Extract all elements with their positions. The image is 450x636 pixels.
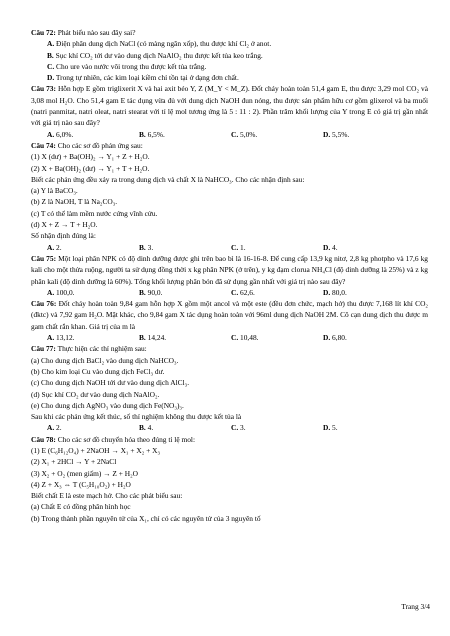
option-b: B. 90,0.	[139, 287, 163, 297]
statement-a: (a) Y là BaCO₃.	[31, 186, 78, 196]
option-letter: D.	[323, 287, 331, 297]
option-letter: C.	[47, 61, 55, 71]
option-letter: D.	[323, 333, 331, 343]
option-letter: C.	[231, 423, 239, 433]
reaction-1: (1) X (dư) + Ba(OH)₂ → Y₁ + Z + H₂O.	[31, 152, 150, 162]
option-c: C. 3.	[231, 423, 246, 433]
option-letter: D.	[323, 242, 331, 252]
statement-a: (a) Chất E có đồng phân hình học	[31, 502, 131, 512]
option-a: A. Điện phân dung dịch NaCl (có màng ngăn xốp), thu được khí Cl₂ ở anot.	[47, 39, 272, 49]
question-74	[31, 140, 428, 151]
option-a: A. 13,12.	[47, 333, 75, 343]
reaction-2: (2) X₁ + 2HCl → Y + 2NaCl	[31, 457, 117, 467]
option-letter: C.	[231, 242, 239, 252]
option-letter: C.	[231, 129, 239, 139]
option-letter: B.	[139, 287, 146, 297]
question-number: Câu 74:	[31, 140, 56, 150]
option-b: B. 4.	[139, 423, 154, 433]
option-letter: A.	[47, 287, 55, 297]
option-letter: B.	[139, 242, 146, 252]
question-73	[31, 83, 428, 128]
question-stem: Cho các sơ đồ chuyển hóa theo đúng tỉ lệ mol:	[57, 434, 196, 444]
question-stem: Thực hiện các thí nghiệm sau:	[57, 344, 147, 354]
option-a: A. 2.	[47, 242, 62, 252]
question-ask: Sau khi các phản ứng kết thúc, số thí nghiệm không thu được kết tủa là	[31, 412, 242, 422]
option-letter: C.	[231, 287, 239, 297]
option-a: A. 2.	[47, 423, 62, 433]
reaction-3: (3) X₂ + O₂ (men giấm) → Z + H₂O	[31, 468, 138, 478]
option-letter: B.	[139, 333, 146, 343]
option-c: C. 62,6.	[231, 287, 255, 297]
option-d: D. 5.	[323, 423, 338, 433]
question-75	[31, 253, 428, 287]
question-number: Câu 78:	[31, 434, 56, 444]
question-stem: Phát biểu nào sau đây sai?	[57, 28, 136, 37]
option-d: D. 5,5%.	[323, 129, 350, 139]
option-a: A. 100,0.	[47, 287, 75, 297]
experiment-c: (c) Cho dung dịch NaOH tới dư vào dung dịch AlCl₃.	[31, 378, 190, 388]
option-letter: B.	[139, 423, 146, 433]
question-stem: Hỗn hợp E gồm triglixerit X và hai axit béo Y, Z (M_Y < M_Z). Đốt cháy hoàn toàn 51,4 gam E, thu được 3,29 mol CO₂ và 3,08 mol H₂O. Cho 51,4 gam E tác dụng vừa đủ với dung dịch NaOH đun nóng, thu được sản phẩm hữu cơ gồm glixerol và ba muối (natri panmitat, natri oleat, natri stearat với tỉ lệ mol tương ứng là 5 : 11 : 2). Phần trăm khối lượng của Y trong E có giá trị gần nhất với giá trị nào sau đây?	[31, 84, 428, 128]
option-b: B. 6,5%.	[139, 129, 165, 139]
question-ask: Số nhận định đúng là:	[31, 231, 96, 241]
reaction-4: (4) Z + X₃ ⇔ T (C₅H₁₀O₂) + H₂O	[31, 479, 131, 489]
option-c: C. 5,0%.	[231, 129, 258, 139]
experiment-e: (e) Cho dung dịch AgNO₃ vào dung dịch Fe(NO₃)₃.	[31, 400, 184, 410]
question-72	[31, 27, 428, 38]
question-list	[31, 27, 428, 524]
statement-b: (b) Trong thành phần nguyên tử của X₁, chỉ có các nguyên tử của 3 nguyên tố	[31, 513, 261, 523]
question-number: Câu 76:	[31, 299, 57, 309]
question-number: Câu 77:	[31, 344, 56, 354]
question-context: Biết các phản ứng đều xảy ra trong dung dịch và chất X là NaHCO₃. Cho các nhận định sau:	[31, 174, 305, 184]
statement-d: (d) X + Z → T + H₂O.	[31, 220, 98, 230]
question-number: Câu 75:	[31, 253, 57, 263]
option-letter: A.	[47, 129, 55, 139]
option-d: D. 80,0.	[323, 287, 347, 297]
answer-options	[31, 422, 428, 433]
option-letter: D.	[47, 73, 55, 83]
option-letter: D.	[323, 129, 331, 139]
question-number: Câu 72:	[31, 28, 56, 37]
experiment-b: (b) Cho kim loại Cu vào dung dịch FeCl₃ dư.	[31, 366, 165, 376]
option-d: D. Trong tự nhiên, các kim loại kiềm chỉ tồn tại ở dạng đơn chất.	[47, 73, 239, 83]
option-b: B. Sục khí CO₂ tới dư vào dung dịch NaAlO₂ thu được kết tủa keo trắng.	[47, 50, 263, 60]
option-letter: A.	[47, 423, 55, 433]
option-letter: A.	[47, 242, 55, 252]
question-stem: Một loại phân NPK có độ dinh dưỡng được ghi trên bao bì là 16-16-8. Để cung cấp 13,9 kg nitơ, 2,8 kg photpho và 17,6 kg kali cho một thửa ruộng, người ta sử dụng đồng thời x kg phân NPK (ở trên), y kg đạm clorua NH₄Cl (độ dinh dưỡng là 25%) và z kg phân kali (độ dinh dưỡng là 60%). Tổng khối lượng phân bón đã sử dụng gần nhất với giá trị nào sau đây?	[31, 253, 428, 286]
statement-c: (c) T có thể làm mềm nước cứng vĩnh cửu.	[31, 208, 158, 218]
question-76	[31, 298, 428, 332]
reaction-2: (2) X + Ba(OH)₂ (dư) → Y₁ + T + H₂O.	[31, 163, 150, 173]
answer-options	[31, 242, 428, 253]
answer-options	[31, 129, 428, 140]
answer-options	[31, 287, 428, 298]
question-77	[31, 343, 428, 354]
question-78	[31, 434, 428, 445]
answer-options	[31, 332, 428, 343]
option-letter: A.	[47, 333, 55, 343]
option-b: B. 14,24.	[139, 333, 167, 343]
option-c: C. 10,48.	[231, 333, 259, 343]
option-letter: B.	[139, 129, 146, 139]
option-letter: D.	[323, 423, 331, 433]
experiment-d: (d) Sục khí CO₂ dư vào dung dịch NaAlO₂.	[31, 389, 160, 399]
option-b: B. 3.	[139, 242, 154, 252]
option-d: D. 6,80.	[323, 333, 347, 343]
statement-b: (b) Z là NaOH, T là Na₂CO₃.	[31, 197, 118, 207]
reaction-1: (1) E (C₆H₁₂O₄) + 2NaOH → X₁ + X₂ + X₃	[31, 445, 161, 455]
question-number: Câu 73:	[31, 84, 56, 94]
option-d: D. 4.	[323, 242, 338, 252]
option-letter: A.	[47, 39, 55, 49]
question-stem: Cho các sơ đồ phản ứng sau:	[57, 140, 143, 150]
option-letter: B.	[47, 50, 54, 60]
question-stem: Đốt cháy hoàn toàn 9,84 gam hỗn hợp X gồm một ancol và một este (đều đơn chức, mạch hở) thu được 7,168 lít khí CO₂ (đktc) và 7,92 gam H₂O. Mặt khác, cho 9,84 gam X tác dụng hoàn toàn với 96ml dung dịch NaOH 2M. Cô cạn dung dịch thu được m gam chất rắn khan. Giá trị của m là	[31, 299, 428, 331]
option-letter: C.	[231, 333, 239, 343]
question-context: Biết chất E là este mạch hở. Cho các phát biểu sau:	[31, 491, 183, 501]
experiment-a: (a) Cho dung dịch BaCl₂ vào dung dịch NaHCO₃.	[31, 355, 179, 365]
option-c: C. 1.	[231, 242, 246, 252]
page-number: Trang 3/4	[401, 602, 430, 611]
option-c: C. Cho ure vào nước vôi trong thu được kết tủa trắng.	[47, 61, 207, 71]
option-a: A. 6,0%.	[47, 129, 74, 139]
